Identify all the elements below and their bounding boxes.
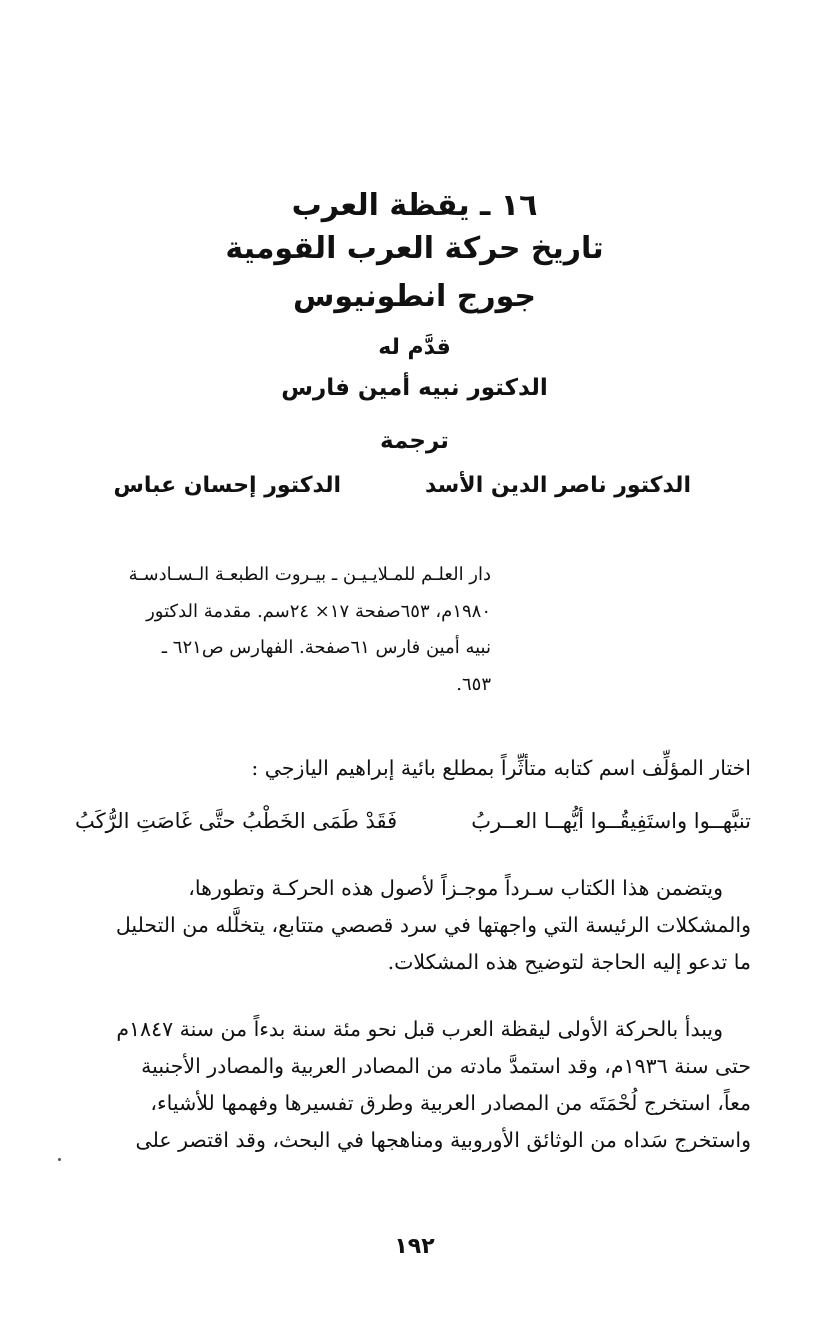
foreword-author: الدكتور نبيه أمين فارس — [281, 375, 548, 401]
foreword-label: قدَّم له — [378, 335, 451, 360]
entry-title: ١٦ ـ يقظة العرب — [291, 188, 538, 223]
paragraph-line: حتى سنة ١٩٣٦م، وقد استمدَّ مادته من المصادر العربية والمصادر الأجنبية — [141, 1054, 751, 1078]
publication-line: دار العلـم للمـلايـيـن ـ بيـروت الطبعـة الـسـادسـة — [128, 564, 491, 585]
translator-2: الدكتور إحسان عباس — [113, 473, 341, 498]
paragraph-line: والمشكلات الرئيسة التي واجهتها في سرد قصصي متتابع، يتخلَّله من التحليل — [115, 913, 751, 937]
paragraph-contents — [75, 870, 751, 981]
publication-line: ١٩٨٠م، ٦٥٣صفحة ١٧× ٢٤سم. مقدمة الدكتور — [146, 600, 491, 622]
page-number: ١٩٢ — [394, 1234, 435, 1259]
publication-info — [71, 557, 491, 703]
paragraph-line: واستخرج سَداه من الوثائق الأوروبية ومناهجها في البحث، وقد اقتصر على — [135, 1128, 751, 1152]
paragraph-line: ما تدعو إليه الحاجة لتوضيح هذه المشكلات. — [387, 950, 751, 974]
publication-line: نبيه أمين فارس ٦١صفحة. الفهارس ص٦٢١ ـ — [161, 637, 491, 658]
publication-line: ٦٥٣. — [456, 673, 491, 695]
author-name: جورج انطونيوس — [292, 279, 537, 314]
verse-second-hemistich: فَقَدْ طَمَى الخَطْبُ حتَّى غَاصَتِ الرُّكَبُ — [75, 809, 398, 833]
paragraph-line: ويبدأ بالحركة الأولى ليقظة العرب قبل نحو مئة سنة بدءاً من سنة ١٨٤٧م — [116, 1017, 723, 1041]
intro-paragraph — [75, 750, 751, 787]
poem-verse — [75, 809, 751, 849]
intro-line: اختار المؤلِّف اسم كتابه متأثِّراً بمطلع بائية إبراهيم اليازجي : — [251, 756, 751, 780]
paragraph-history — [75, 1011, 751, 1159]
translator-1: الدكتور ناصر الدين الأسد — [424, 473, 691, 498]
book-subtitle: تاريخ حركة العرب القومية — [225, 231, 604, 266]
verse-first-hemistich: تنبَّهــوا واستَفِيقُــوا أيُّهــا العــربُ — [471, 809, 751, 833]
paragraph-line: معاً، استخرج لُحْمَتَه من المصادر العربية وطرق تفسيرها وفهمها للأشياء، — [150, 1091, 751, 1115]
translation-label: ترجمة — [380, 428, 449, 454]
scan-speck — [58, 1158, 61, 1161]
paragraph-line: ويتضمن هذا الكتاب سـرداً موجـزاً لأصول هذه الحركـة وتطورها، — [188, 876, 723, 900]
